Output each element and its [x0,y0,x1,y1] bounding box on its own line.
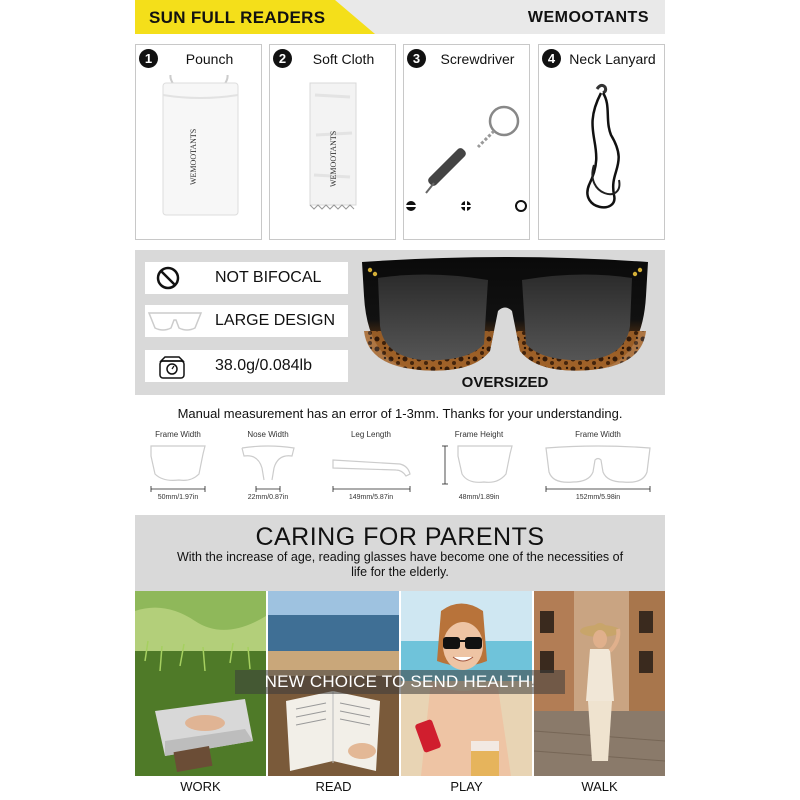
lens-height-icon [440,442,518,492]
lifestyle-photos [135,591,665,800]
accessories-row [135,44,665,240]
measurement-title: Frame Height [454,430,504,439]
accessory-label: Neck Lanyard [569,51,656,67]
caring-title: CARING FOR PARENTS [255,523,545,551]
spec-weight [145,350,348,382]
svg-text:WEMOOTANTS: WEMOOTANTS [189,128,198,185]
measurement-value: 149mm/5.87in [348,494,394,501]
accessory-number: 2 [273,49,292,68]
accessory-card-screwdriver [403,44,530,240]
lens-outline-icon [145,442,211,492]
photo-caption-read: READ [315,779,352,794]
header-title: SUN FULL READERS [149,8,326,27]
scale-icon [157,353,187,381]
cloth-icon [270,75,397,235]
temple-outline-icon [330,442,412,492]
accessory-label: Pounch [185,51,234,67]
accessory-card-lanyard [538,44,665,240]
measurement-frame-height [440,430,518,510]
screwdriver-icon [404,75,531,235]
measurement-title: Leg Length [350,430,392,439]
no-symbol-icon [155,265,181,291]
measurement-title: Frame Width [155,430,201,439]
spec-text: LARGE DESIGN [215,312,336,329]
hero-label: OVERSIZED [461,374,549,391]
measurement-value: 50mm/1.97in [157,494,199,501]
accessory-number: 3 [407,49,426,68]
accessory-label: Screwdriver [440,51,515,67]
glasses-front-icon [543,442,653,492]
spec-not-bifocal [145,262,348,294]
photo-caption-work: WORK [180,779,221,794]
svg-text:WEMOOTANTS: WEMOOTANTS [329,130,338,187]
accessory-label: Soft Cloth [312,51,375,67]
measurement-frame-width [145,430,211,510]
measurement-leg-length [330,430,412,510]
specs-panel [135,250,665,395]
measurement-value: 22mm/0.87in [247,494,289,501]
promo-banner: NEW CHOICE TO SEND HEALTH! [235,670,565,694]
photo-caption-play: PLAY [450,779,483,794]
measurement-title: Nose Width [247,430,289,439]
spec-text: NOT BIFOCAL [215,269,322,286]
caring-panel [135,515,665,591]
brand-name: WEMOOTANTS [527,9,649,26]
accessory-number: 1 [139,49,158,68]
photo-caption-walk: WALK [581,779,618,794]
measurement-value: 48mm/1.89in [458,494,500,501]
accessory-card-pouch [135,44,262,240]
caring-subtitle: With the increase of age, reading glasses have become one of the necessities of life for the elderly. [176,550,624,579]
measurement-nose-width [238,430,298,510]
measurement-total-width [543,430,653,510]
pouch-icon [136,75,263,235]
bridge-outline-icon [238,442,298,492]
header-bar [135,0,665,34]
measurement-note: Manual measurement has an error of 1-3mm. Thanks for your understanding. [177,406,623,421]
spec-text: 38.0g/0.084lb [215,357,312,374]
measurement-value: 152mm/5.98in [575,494,621,501]
glasses-outline-icon [147,308,203,334]
spec-large-design [145,305,348,337]
accessory-number: 4 [542,49,561,68]
accessory-card-cloth [269,44,396,240]
oversized-sunglasses-image [360,256,650,374]
measurement-title: Frame Width [575,430,621,439]
lanyard-icon [539,75,666,235]
